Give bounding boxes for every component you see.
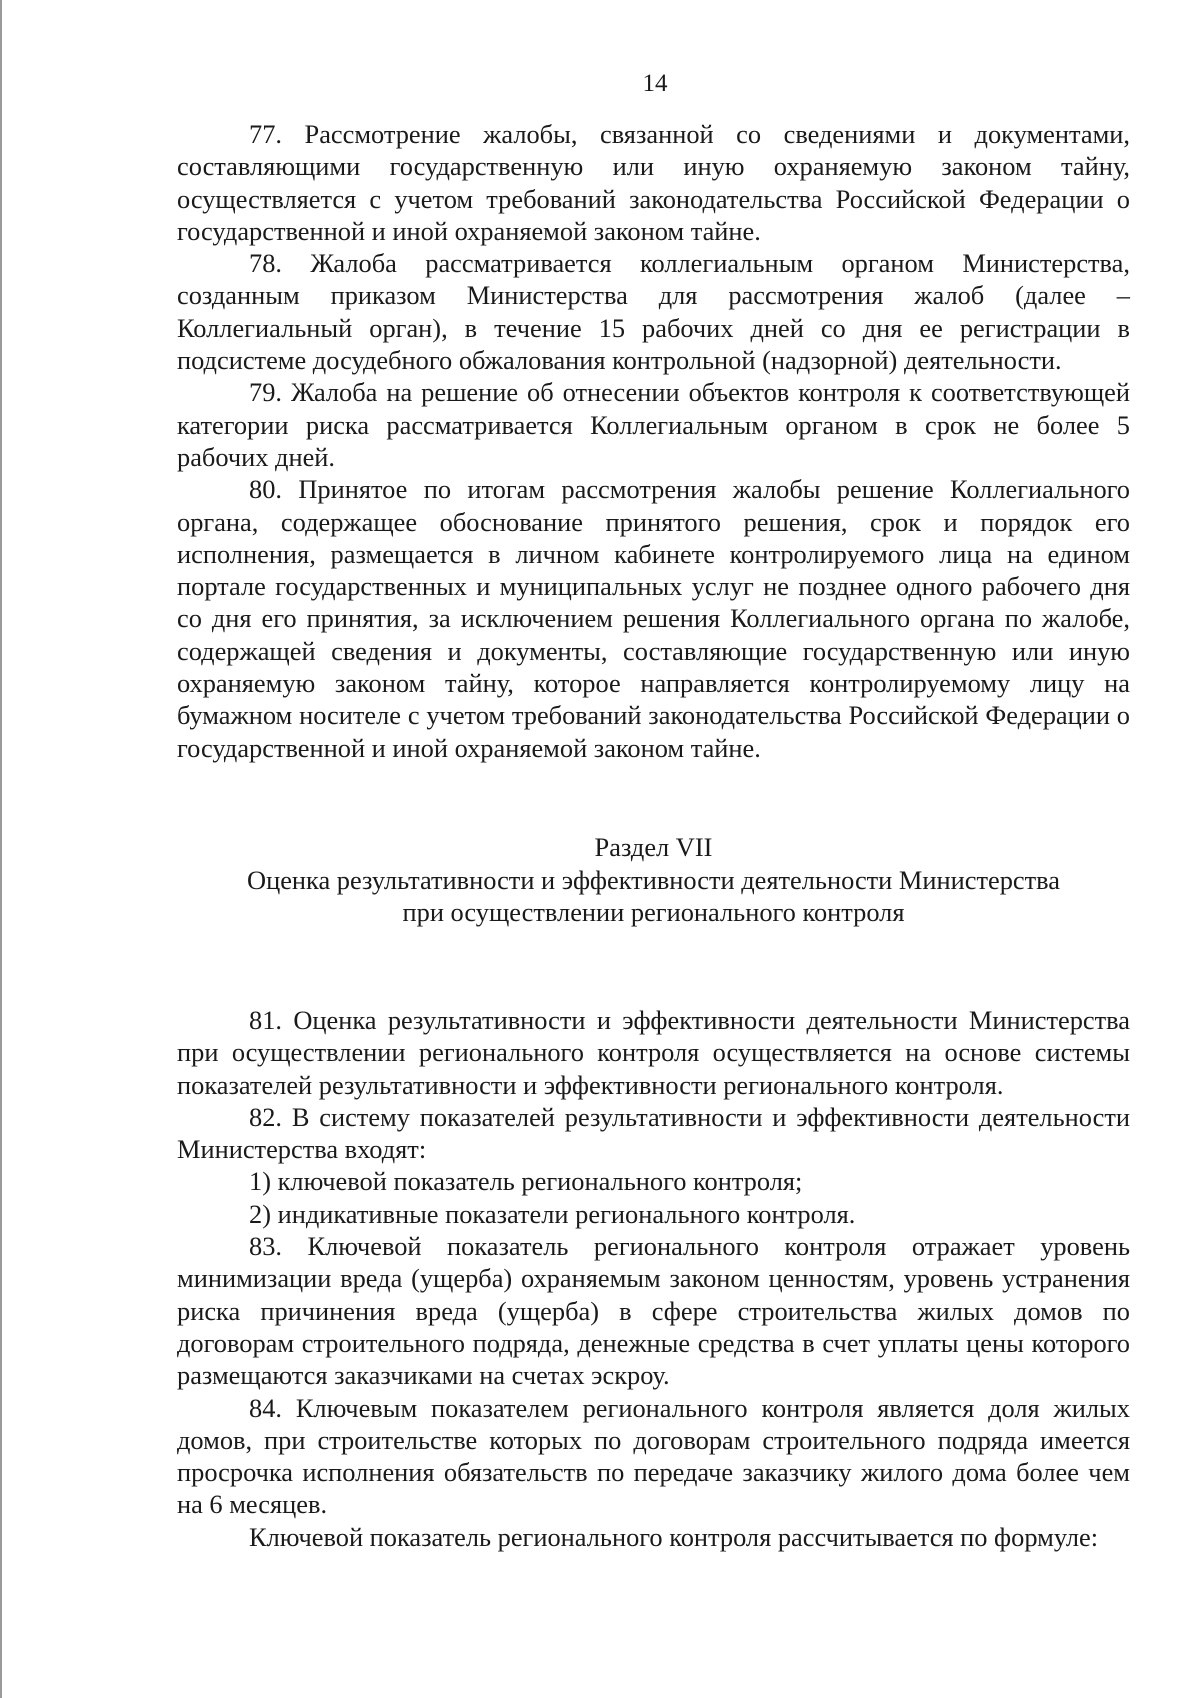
section-heading — [177, 831, 1130, 929]
page-number: 14 — [642, 70, 668, 97]
paragraph-79: 79. Жалоба на решение об отнесении объектов контроля к соответствующей категории риска рассматривается Коллегиальным органом в срок не более 5 рабочих дней. — [177, 377, 1130, 472]
paragraph-formula-intro: Ключевой показатель регионального контроля рассчитывается по формуле: — [249, 1521, 1099, 1552]
paragraph-81: 81. Оценка результативности и эффективности деятельности Министерства при осуществлении регионального контроля осуществляется на основе системы показателей результативности и эффективности регионального контроля. — [177, 1005, 1130, 1100]
list-item-2: 2) индикативные показатели регионального контроля. — [249, 1198, 856, 1229]
section-title: Раздел VII — [594, 832, 713, 862]
list-item-1: 1) ключевой показатель регионального контроля; — [249, 1166, 803, 1197]
paragraph-82: 82. В систему показателей результативности и эффективности деятельности Министерства входят: — [177, 1101, 1130, 1165]
section-subtitle-line1: Оценка результативности и эффективности деятельности Министерства — [247, 864, 1060, 895]
paragraph-80: 80. Принятое по итогам рассмотрения жалобы решение Коллегиального органа, содержащее обоснование принятого решения, срок и порядок его исполнения, размещается в личном кабинете контролируемого лица на едином портале государственных и муниципальных услуг не позднее одного рабочего дня со дня его принятия, за исключением решения Коллегиального органа по жалобе, содержащей сведения и документы, составляющие государственную или иную охраняемую законом тайну, которое направляется контролируемому лицу на бумажном носителе с учетом требований законодательства Российской Федерации о государственной и иной охраняемой законом тайне. — [177, 474, 1130, 763]
paragraph-84: 84. Ключевым показателем регионального контроля является доля жилых домов, при строительстве которых по договорам строительного подряда имеется просрочка исполнения обязательств по передаче заказчику жилого дома более чем на 6 месяцев. — [177, 1392, 1130, 1520]
paragraph-83: 83. Ключевой показатель регионального контроля отражает уровень минимизации вреда (ущерба) охраняемым законом ценностям, уровень устранения риска причинения вреда (ущерба) в сфере строительства жилых домов по договорам строительного подряда, денежные средства в счет уплаты цены которого размещаются заказчиками на счетах эскроу. — [177, 1231, 1130, 1391]
text-block-paragraphs-77-80 — [177, 118, 1130, 764]
section-subtitle-line2: при осуществлении регионального контроля — [402, 897, 905, 927]
paragraph-78: 78. Жалоба рассматривается коллегиальным органом Министерства, созданным приказом Министерства для рассмотрения жалоб (далее – Коллегиальный орган), в течение 15 рабочих дней со дня ее регистрации в подсистеме досудебного обжалования контрольной (надзорной) деятельности. — [177, 248, 1130, 376]
text-block-paragraphs-81-84 — [177, 1004, 1130, 1553]
scan-edge-line — [0, 0, 2, 1698]
paragraph-77: 77. Рассмотрение жалобы, связанной со сведениями и документами, составляющими государственную или иную охраняемую законом тайну, осуществляется с учетом требований законодательства Российской Федерации о государственной и иной охраняемой законом тайне. — [177, 119, 1130, 246]
